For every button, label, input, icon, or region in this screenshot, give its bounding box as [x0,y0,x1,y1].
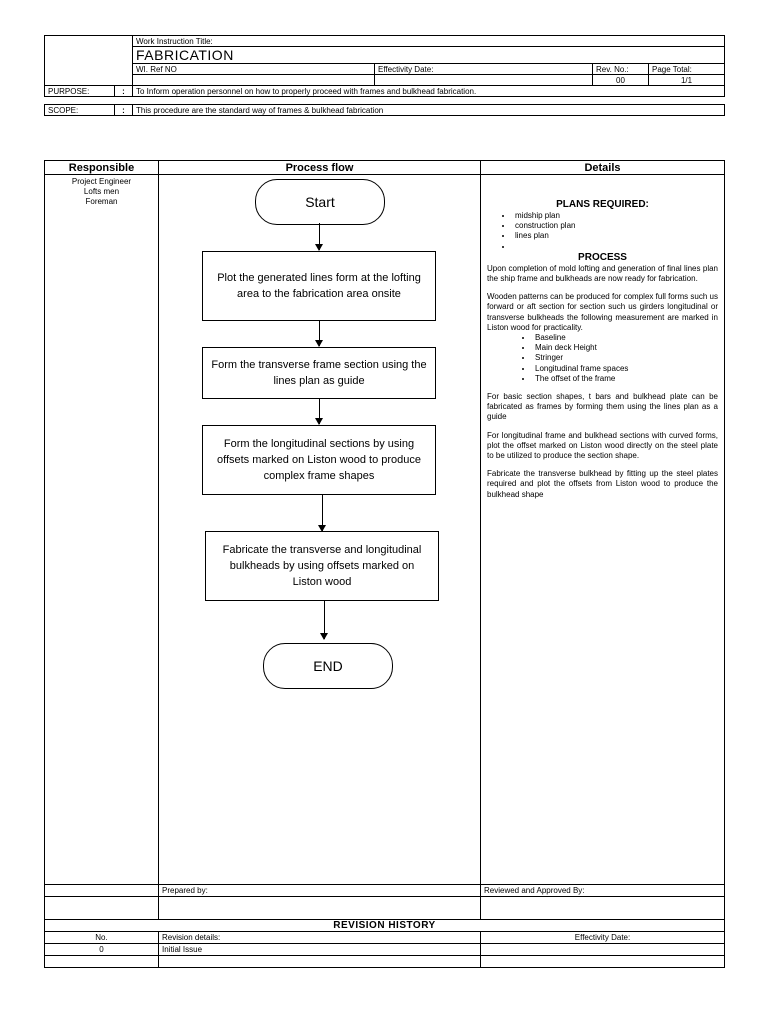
details-paragraph: Upon completion of mold lofting and generation of final lines plan the ship frame and bulkheads are now ready for fabrication. [487,263,718,284]
effectivity-date-value [375,75,593,86]
process-flow-header: Process flow [159,161,481,175]
revision-history-title: REVISION HISTORY [45,920,725,932]
process-title: PROCESS [578,251,627,263]
measurement-item: • Baseline [533,333,718,343]
process-step-3: Form the longitudinal sections by using offsets marked on Liston wood to produce complex frame shapes [202,425,436,495]
process-step-4: Fabricate the transverse and longitudinal bulkheads by using offsets marked on Liston wood [205,531,439,601]
prepared-blank [45,885,159,897]
flow-arrow [319,399,320,424]
plan-item: • midship plan [513,211,718,221]
measurement-list [487,333,718,384]
wi-ref-value [133,75,375,86]
process-step-2: Form the transverse frame section using the lines plan as guide [202,347,436,399]
table-row [45,956,725,968]
scope-text: This procedure are the standard way of frames & bulkhead fabrication [133,105,725,116]
wi-title-label: Work Instruction Title: [133,36,725,47]
flow-arrow [322,495,323,531]
flow-arrow [324,601,325,639]
responsible-list [45,175,159,885]
scope-label: SCOPE: [45,105,115,116]
page-total-value: 1/1 [649,75,725,86]
start-terminal: Start [255,179,385,225]
header-spacer [45,97,725,105]
page-total-label: Page Total: [649,64,725,75]
flow-arrow [319,223,320,250]
plans-list [487,211,718,252]
rev-no-label: Rev. No.: [593,64,649,75]
details-paragraph: For basic section shapes, t bars and bulkhead plate can be fabricated as frames by forming them using the lines plan as a guide [487,392,718,422]
plan-item [513,242,718,252]
revision-details-value: Initial Issue [159,944,481,956]
measurement-item: • Stringer [533,353,718,363]
responsible-item: Lofts men [83,187,120,196]
measurement-item: • The offset of the frame [533,374,718,384]
prepared-by-label: Prepared by: [159,885,481,897]
reviewed-by-label: Reviewed and Approved By: [481,885,725,897]
document-header [44,35,725,116]
rev-no-value: 00 [593,75,649,86]
responsible-item: Project Engineer [71,177,132,186]
revision-details-value [159,956,481,968]
revision-no-label: No. [45,932,159,944]
plan-item: • construction plan [513,221,718,231]
purpose-colon: : [115,86,133,97]
logo-placeholder [45,36,133,86]
document-title: FABRICATION [133,47,725,64]
revision-details-label: Revision details: [159,932,481,944]
reviewed-by-signature [481,897,725,920]
table-row [45,944,725,956]
effectivity-date-label: Effectivity Date: [375,64,593,75]
details-paragraph: For longitudinal frame and bulkhead sections with curved forms, plot the offset marked on Liston wood directly on the steel plate to be utilized to produce the section shape. [487,430,718,461]
responsible-item: Foreman [85,197,118,206]
process-step-1: Plot the generated lines form at the lofting area to the fabrication area onsite [202,251,436,321]
end-terminal: END [263,643,393,689]
responsible-header: Responsible [45,161,159,175]
flow-arrow [319,321,320,346]
plans-required-title: PLANS REQUIRED: [556,199,649,210]
revision-date-value [481,956,725,968]
prepared-by-signature [159,897,481,920]
details-column [481,175,725,885]
process-table [44,160,725,968]
scope-colon: : [115,105,133,116]
revision-date-value [481,944,725,956]
purpose-label: PURPOSE: [45,86,115,97]
purpose-text: To Inform operation personnel on how to properly proceed with frames and bulkhead fabrication. [133,86,725,97]
measurement-item: • Main deck Height [533,343,718,353]
measurement-item: • Longitudinal frame spaces [533,364,718,374]
details-paragraph: Wooden patterns can be produced for complex full forms such us forward or aft section for section such us girders longitudinal or transverse bulkheads the following measurement are marked in Liston wood for practicality. [487,292,718,332]
details-paragraph: Fabricate the transverse bulkhead by fitting up the steel plates required and plot the offsets from Liston wood to produce the bulkhead shape [487,469,718,499]
details-header: Details [481,161,725,175]
revision-no-value: 0 [45,944,159,956]
revision-effectivity-label: Effectivity Date: [481,932,725,944]
plan-item: • lines plan [513,231,718,241]
revision-no-value [45,956,159,968]
signature-blank [45,897,159,920]
process-flow-chart [159,175,481,885]
wi-ref-label: WI. Ref NO [133,64,375,75]
